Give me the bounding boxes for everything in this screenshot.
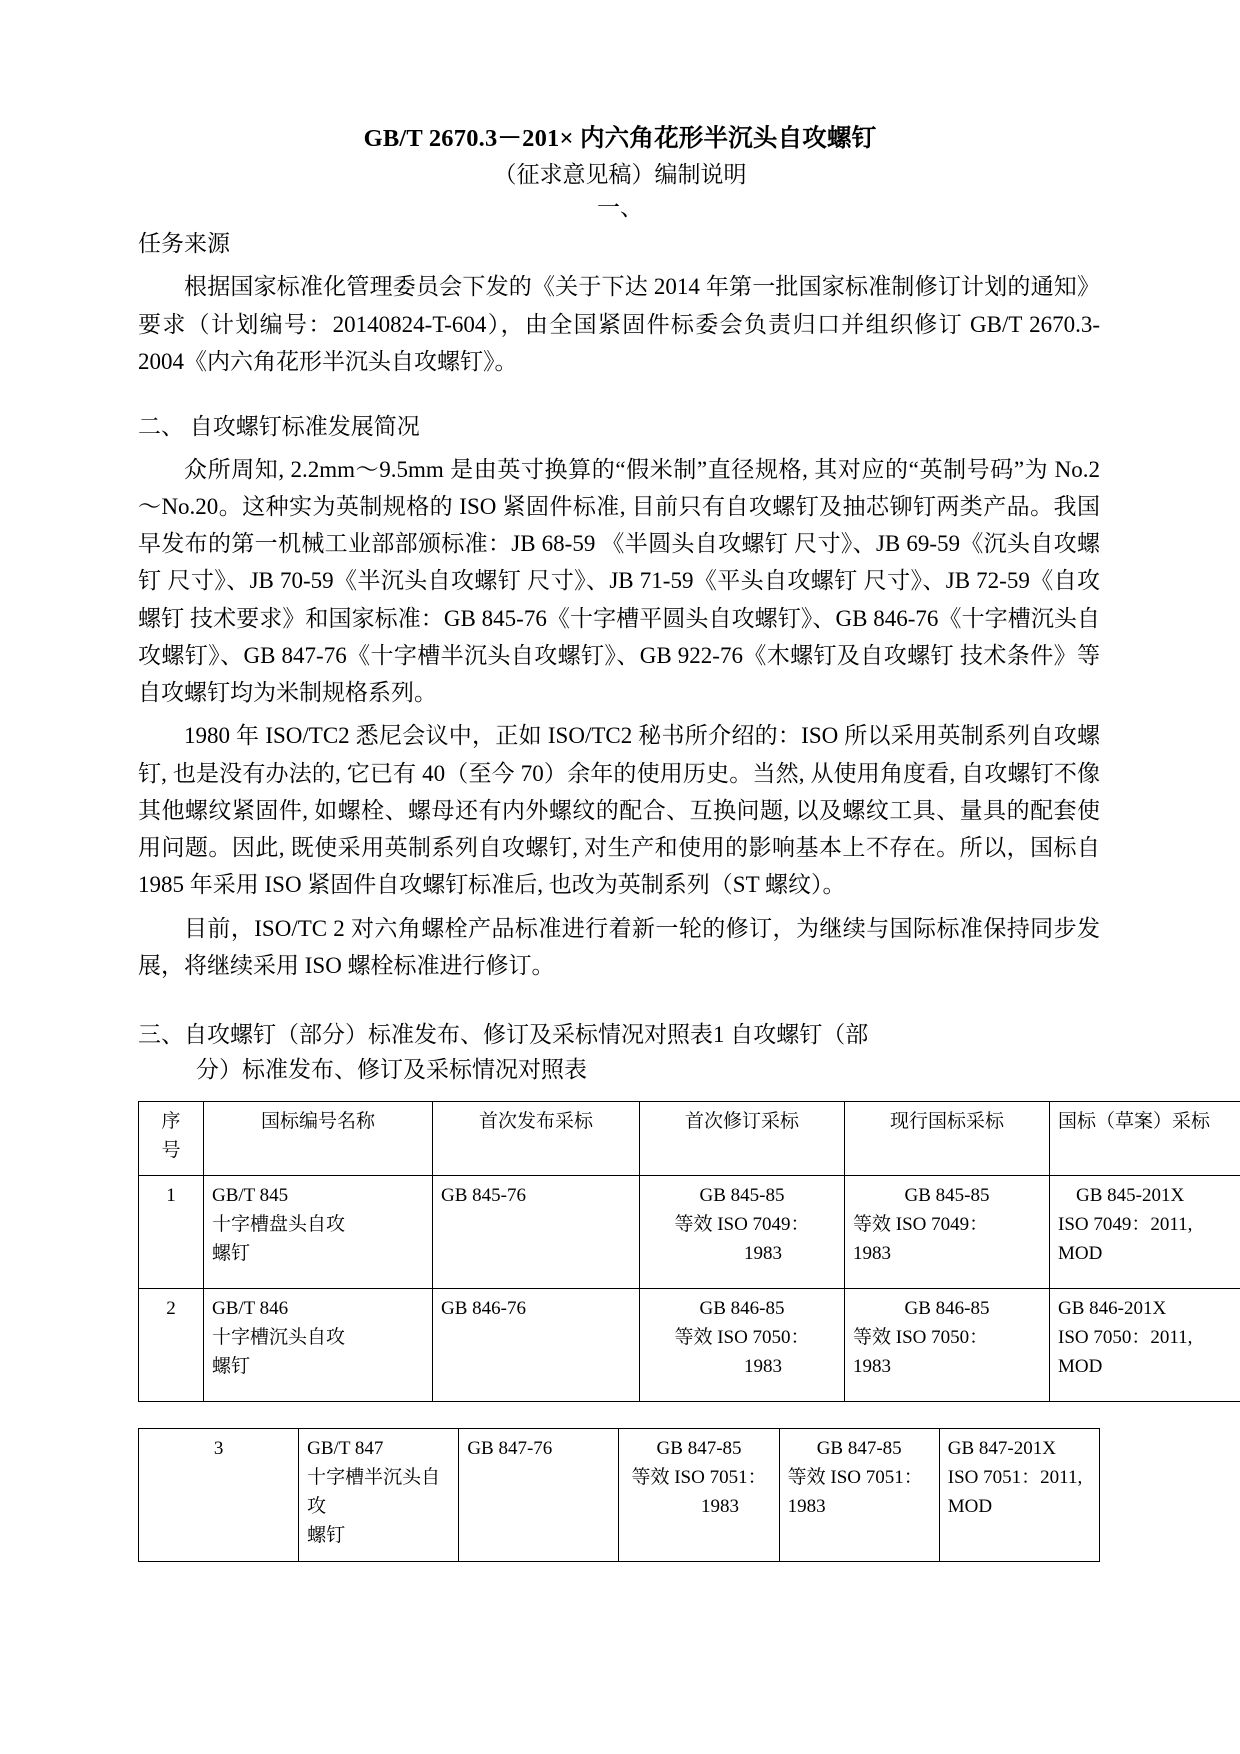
column-header-draft: 国标（草案）采标	[1050, 1102, 1240, 1176]
cell-first-publish: GB 845-76	[433, 1176, 640, 1289]
standards-table-part1	[138, 1101, 1240, 1402]
page-title: GB/T 2670.3－201× 内六角花形半沉头自攻螺钉	[363, 125, 877, 152]
section-one-paragraph: 根据国家标准化管理委员会下发的《关于下达 2014 年第一批国家标准制修订计划的通知》要求（计划编号：20140824-T-604），由全国紧固件标委会负责归口并组织修订 GB/T 2670.3-2004《内六角花形半沉头自攻螺钉》。	[138, 274, 1100, 374]
table-gap	[138, 1402, 1102, 1428]
cell-name: GB/T 847 十字槽半沉头自攻 螺钉	[299, 1429, 459, 1562]
cell-first-revision: GB 847-85 等效 ISO 7051： 1983	[619, 1429, 779, 1562]
column-header-current: 现行国标采标	[845, 1102, 1050, 1176]
table-row	[139, 1289, 1240, 1402]
cell-seq: 2	[139, 1289, 204, 1402]
cell-current: GB 846-85 等效 ISO 7050： 1983	[845, 1289, 1050, 1402]
section-two-heading: 二、 自攻螺钉标准发展简况	[138, 414, 420, 440]
table-row	[139, 1429, 1100, 1562]
cell-first-publish: GB 847-76	[459, 1429, 619, 1562]
cell-current: GB 845-85 等效 ISO 7049： 1983	[845, 1176, 1050, 1289]
column-header-first-publish: 首次发布采标	[433, 1102, 640, 1176]
cell-current: GB 847-85 等效 ISO 7051： 1983	[779, 1429, 939, 1562]
section-three-heading	[138, 1018, 1102, 1087]
cell-draft: GB 846-201X ISO 7050：2011, MOD	[1050, 1289, 1240, 1402]
cell-first-publish: GB 846-76	[433, 1289, 640, 1402]
cell-draft: GB 847-201X ISO 7051：2011, MOD	[939, 1429, 1099, 1562]
section-two-paragraph-2: 1980 年 ISO/TC2 悉尼会议中，正如 ISO/TC2 秘书所介绍的：ISO 所以采用英制系列自攻螺钉, 也是没有办法的, 它已有 40（至今 70）余年的使用历史。当然, 从使用角度看, 自攻螺钉不像其他螺纹紧固件, 如螺栓、螺母还有内外螺纹的配合、互换问题, 以及螺纹工具、量具的配套使用问题。因此, 既使采用英制系列自攻螺钉, 对生产和使用的影响基本上不存在。所以，国标自 1985 年采用 ISO 紧固件自攻螺钉标准后, 也改为英制系列（ST 螺纹）。	[138, 723, 1100, 898]
table-header-row	[139, 1102, 1240, 1176]
cell-name: GB/T 846 十字槽沉头自攻 螺钉	[204, 1289, 433, 1402]
section-two-body	[138, 451, 1100, 985]
column-header-name: 国标编号名称	[204, 1102, 433, 1176]
cell-seq: 1	[139, 1176, 204, 1289]
section-one-heading: 任务来源	[138, 231, 230, 257]
cell-first-revision: GB 845-85 等效 ISO 7049： 1983	[640, 1176, 845, 1289]
cell-first-revision: GB 846-85 等效 ISO 7050： 1983	[640, 1289, 845, 1402]
section-two-paragraph-3: 目前，ISO/TC 2 对六角螺栓产品标准进行着新一轮的修订，为继续与国际标准保持同步发展，将继续采用 ISO 螺栓标准进行修订。	[138, 915, 1100, 978]
section-three-heading-line2: 分）标准发布、修订及采标情况对照表	[196, 1056, 587, 1082]
column-header-first-revision: 首次修订采标	[640, 1102, 845, 1176]
section-one-marker: 一、	[597, 195, 643, 221]
cell-draft: GB 845-201X ISO 7049：2011, MOD	[1050, 1176, 1240, 1289]
section-one-body	[138, 268, 1100, 380]
standards-table-part2	[138, 1428, 1100, 1562]
cell-seq: 3	[139, 1429, 299, 1562]
table-row	[139, 1176, 1240, 1289]
column-header-seq: 序 号	[139, 1102, 204, 1176]
cell-name: GB/T 845 十字槽盘头自攻 螺钉	[204, 1176, 433, 1289]
page-subtitle: （征求意见稿）编制说明	[493, 162, 747, 188]
section-two-paragraph-1: 众所周知, 2.2mm～9.5mm 是由英寸换算的“假米制”直径规格, 其对应的“英制号码”为 No.2～No.20。这种实为英制规格的 ISO 紧固件标准, 目前只有自攻螺钉及抽芯铆钉两类产品。我国 早发布的第一机械工业部部颁标准：JB 68-59 《半圆头自攻螺钉 尺寸》、JB 69-59《沉头自攻螺钉 尺寸》、JB 70-59《半沉头自攻螺钉 尺寸》、JB 71-59《平头自攻螺钉 尺寸》、JB 72-59《自攻螺钉 技术要求》和国家标准：GB 845-76《十字槽平圆头自攻螺钉》、GB 846-76《十字槽沉头自攻螺钉》、GB 847-76《十字槽半沉头自攻螺钉》、GB 922-76《木螺钉及自攻螺钉 技术条件》等自攻螺钉均为米制规格系列。	[138, 456, 1100, 706]
section-three-heading-line1: 三、自攻螺钉（部分）标准发布、修订及采标情况对照表1 自攻螺钉（部	[138, 1022, 869, 1048]
